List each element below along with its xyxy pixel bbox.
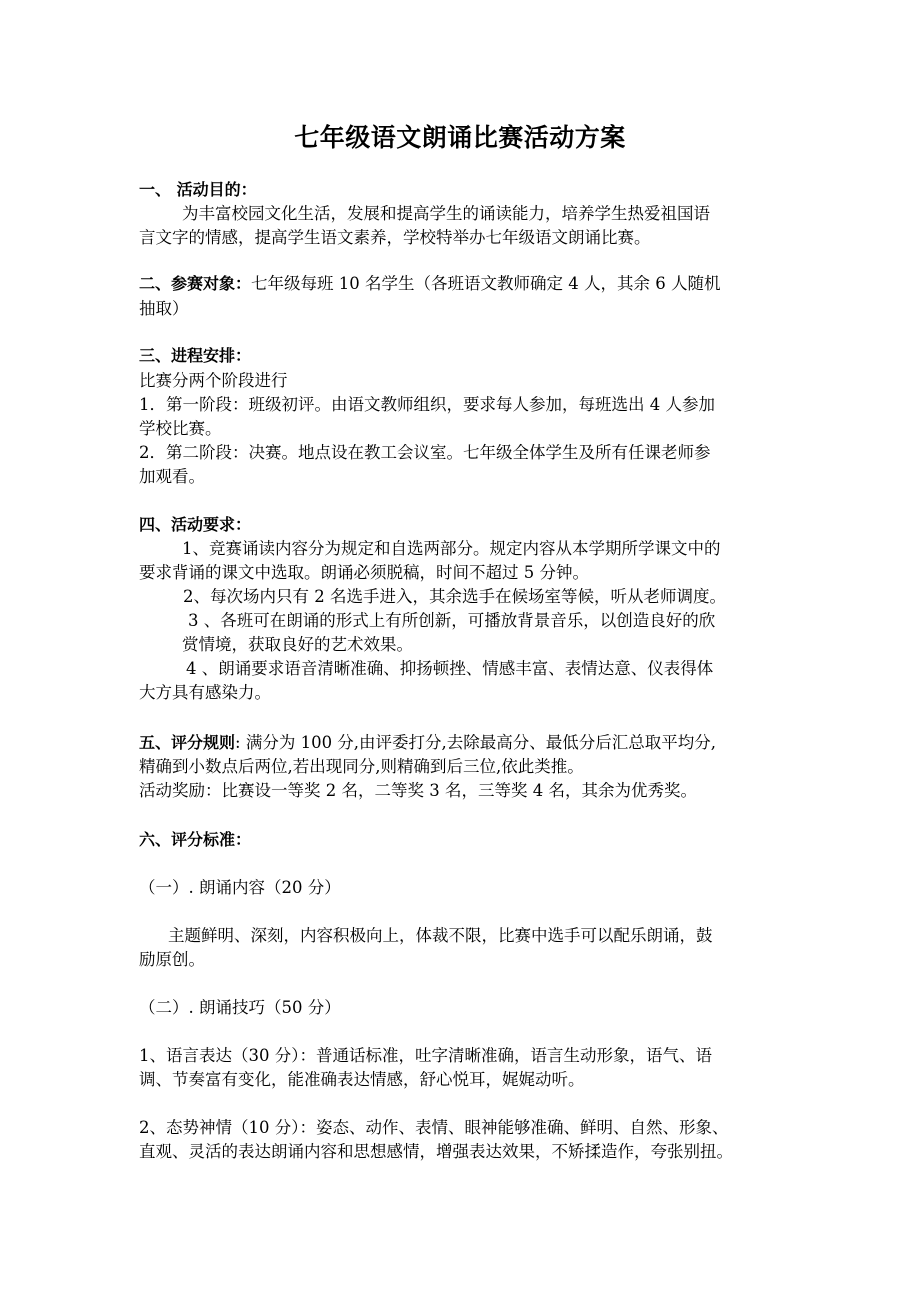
subsection-heading: （一）. 朗诵内容（20 分） bbox=[139, 878, 341, 897]
participants-line bbox=[139, 276, 720, 293]
paragraph-line: 直观、灵活的表达朗诵内容和思想感情，增强表达效果，不矫揉造作，夸张别扭。 bbox=[139, 1142, 733, 1161]
section-heading-scoring-rules: 五、评分规则 bbox=[139, 733, 236, 752]
paragraph-line: 2．第二阶段：决赛。地点设在教工会议室。七年级全体学生及所有任课老师参 bbox=[139, 443, 711, 462]
section-heading-purpose: 一、 活动目的： bbox=[139, 180, 257, 199]
paragraph-line: 3 、各班可在朗诵的形式上有所创新，可播放背景音乐，以创造良好的欣 bbox=[188, 611, 716, 630]
paragraph-line: 4 、朗诵要求语音清晰准确、抑扬顿挫、情感丰富、表情达意、仪表得体 bbox=[186, 659, 714, 678]
paragraph-line: 2、态势神情（10 分）：姿态、动作、表情、眼神能够准确、鲜明、自然、形象、 bbox=[139, 1118, 729, 1137]
paragraph-line: 抽取） bbox=[139, 299, 189, 318]
paragraph-line: 调、节奏富有变化，能准确表达情感，舒心悦耳，娓娓动听。 bbox=[139, 1070, 585, 1089]
paragraph-line: 为丰富校园文化生活，发展和提高学生的诵读能力，培养学生热爱祖国语 bbox=[182, 204, 710, 223]
section-heading-criteria: 六、评分标准： bbox=[139, 830, 252, 849]
paragraph-line: 要求背诵的课文中选取。朗诵必须脱稿，时间不超过 5 分钟。 bbox=[139, 563, 589, 582]
scoring-rules-line: 五、评分规则: 满分为 100 分,由评委打分,去除最高分、最低分后汇总取平均分, bbox=[139, 733, 717, 752]
paragraph-line: 1．第一阶段：班级初评。由语文教师组织，要求每人参加，每班选出 4 人参加 bbox=[139, 395, 715, 414]
paragraph-line: 言文字的情感，提高学生语文素养，学校特举办七年级语文朗诵比赛。 bbox=[139, 228, 651, 247]
paragraph-line: 赏情境，获取良好的艺术效果。 bbox=[182, 635, 413, 654]
participants-text: 七年级每班 10 名学生（各班语文教师确定 4 人，其余 6 人随机 bbox=[251, 274, 721, 293]
paragraph-line: 活动奖励：比赛设一等奖 2 名，二等奖 3 名，三等奖 4 名，其余为优秀奖。 bbox=[139, 781, 697, 800]
section-heading-requirements: 四、活动要求： bbox=[139, 515, 252, 534]
scoring-rules-text: 满分为 100 分,由评委打分,去除最高分、最低分后汇总取平均分, bbox=[245, 733, 717, 752]
document-title: 七年级语文朗诵比赛活动方案 bbox=[294, 123, 626, 152]
paragraph-line: 1、语言表达（30 分）：普通话标准，吐字清晰准确，语言生动形象，语气、语 bbox=[139, 1046, 712, 1065]
paragraph-line: 精确到小数点后两位,若出现同分,则精确到后三位,依此类推。 bbox=[139, 757, 584, 776]
paragraph-line: 2、每次场内只有 2 名选手进入，其余选手在候场室等候，听从老师调度。 bbox=[183, 587, 726, 606]
paragraph-line: 大方具有感染力。 bbox=[139, 683, 271, 702]
section-heading-participants: 二、参赛对象： bbox=[139, 274, 252, 293]
paragraph-line: 比赛分两个阶段进行 bbox=[139, 371, 288, 390]
section-heading-schedule: 三、进程安排： bbox=[139, 346, 252, 365]
paragraph-line: 主题鲜明、深刻，内容积极向上，体裁不限，比赛中选手可以配乐朗诵，鼓 bbox=[168, 926, 713, 945]
paragraph-line: 加观看。 bbox=[139, 467, 205, 486]
paragraph-line: 1、竞赛诵读内容分为规定和自选两部分。规定内容从本学期所学课文中的 bbox=[182, 539, 721, 558]
paragraph-line: 励原创。 bbox=[139, 950, 205, 969]
subsection-heading: （二）. 朗诵技巧（50 分） bbox=[139, 998, 341, 1017]
paragraph-line: 学校比赛。 bbox=[139, 419, 222, 438]
